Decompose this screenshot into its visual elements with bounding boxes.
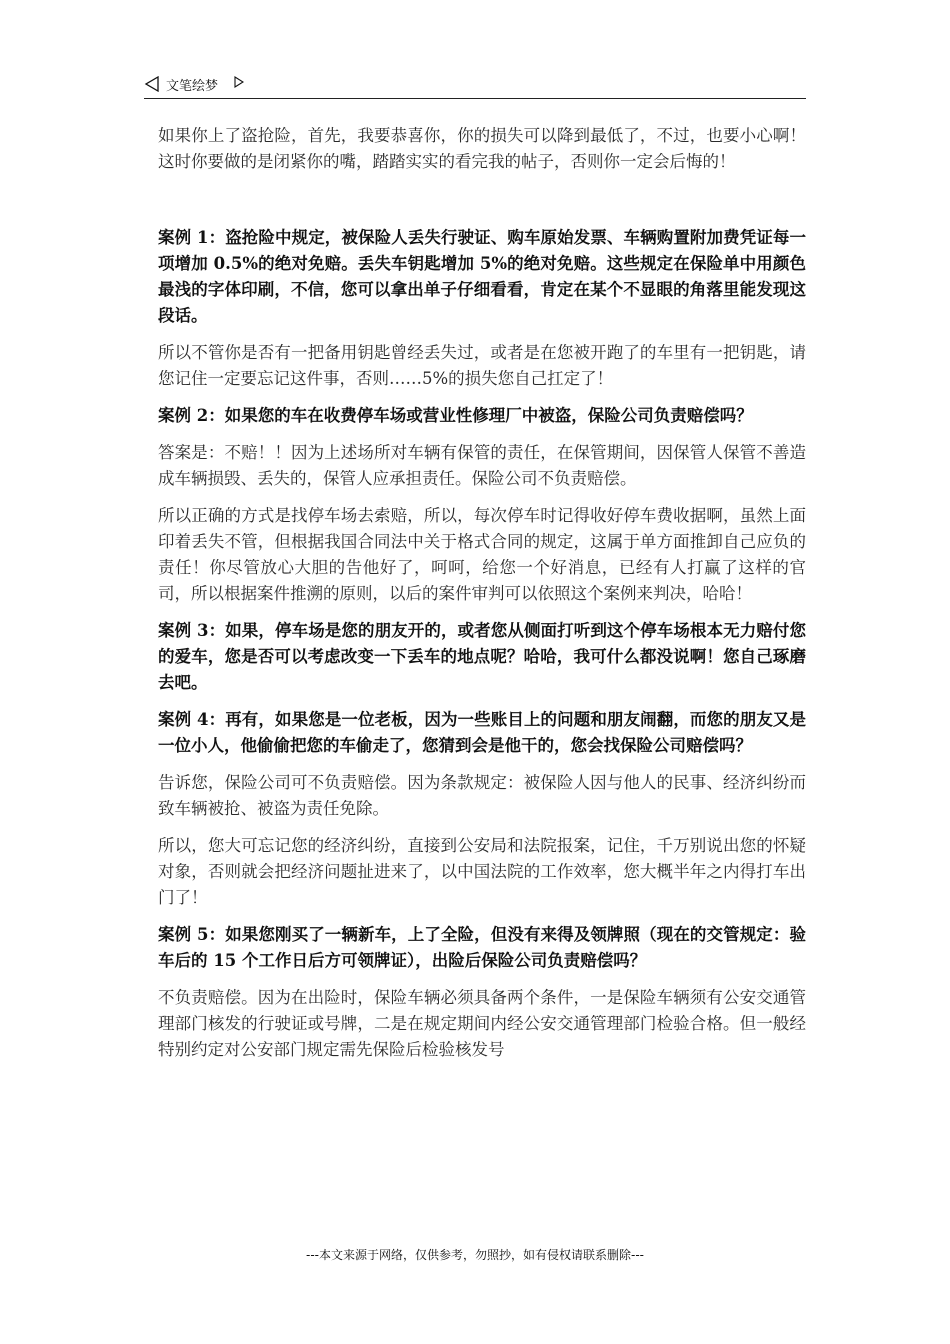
paragraph-case-4-answer: 告诉您，保险公司可不负责赔偿。因为条款规定：被保险人因与他人的民事、经济纠纷而致车辆被抢、被盗为责任免除。 [158, 773, 806, 818]
paragraph-gap [158, 186, 806, 225]
paragraph-case-4-advice: 所以，您大可忘记您的经济纠纷，直接到公安局和法院报案，记住，千万别说出您的怀疑对象，否则就会把经济问题扯进来了，以中国法院的工作效率，您大概半年之内得打车出门了！ [158, 836, 806, 907]
document-body [158, 123, 806, 1074]
paragraph-case-5-answer: 不负责赔偿。因为在出险时，保险车辆必须具备两个条件，一是保险车辆须有公安交通管理部门核发的行驶证或号牌，二是在规定期间内经公安交通管理部门检验合格。但一般经特别约定对公安部门规定需先保险后检验核发号 [158, 988, 806, 1059]
page-header [144, 72, 806, 99]
triangle-left-icon [144, 76, 160, 92]
paragraph-intro: 如果你上了盗抢险，首先，我要恭喜你，你的损失可以降到最低了，不过，也要小心啊！这时你要做的是闭紧你的嘴，踏踏实实的看完我的帖子，否则你一定会后悔的！ [158, 126, 806, 171]
case-3-heading: 案例 3：如果，停车场是您的朋友开的，或者您从侧面打听到这个停车场根本无力赔付您的爱车，您是否可以考虑改变一下丢车的地点呢？哈哈，我可什么都没说啊！您自己琢磨去吧。 [158, 621, 806, 692]
case-5-heading: 案例 5：如果您刚买了一辆新车，上了全险，但没有来得及领牌照（现在的交管规定：验车后的 15 个工作日后方可领牌证），出险后保险公司负责赔偿吗？ [158, 925, 806, 970]
page-footer: ---本文来源于网络，仅供参考，勿照抄，如有侵权请联系删除--- [306, 1248, 644, 1262]
header-title: 文笔绘梦 [166, 79, 219, 94]
case-1-heading: 案例 1：盗抢险中规定，被保险人丢失行驶证、购车原始发票、车辆购置附加费凭证每一项增加 0.5%的绝对免赔。丢失车钥匙增加 5%的绝对免赔。这些规定在保险单中用颜色最浅的字体印刷，不信，您可以拿出单子仔细看看，肯定在某个不显眼的角落里能发现这段话。 [158, 228, 806, 325]
paragraph-case-2-advice: 所以正确的方式是找停车场去索赔，所以，每次停车时记得收好停车费收据啊，虽然上面印着丢失不管，但根据我国合同法中关于格式合同的规定，这属于单方面推卸自己应负的责任！你尽管放心大胆的告他好了，呵呵，给您一个好消息，已经有人打赢了这样的官司，所以根据案件推溯的原则，以后的案件审判可以依照这个案例来判决，哈哈！ [158, 506, 806, 603]
case-4-heading: 案例 4：再有，如果您是一位老板，因为一些账目上的问题和朋友闹翻，而您的朋友又是一位小人，他偷偷把您的车偷走了，您猜到会是他干的，您会找保险公司赔偿吗？ [158, 710, 806, 755]
triangle-right-icon [234, 76, 244, 88]
case-2-heading: 案例 2：如果您的车在收费停车场或营业性修理厂中被盗，保险公司负责赔偿吗？ [158, 406, 753, 425]
paragraph-case-2-answer: 答案是：不赔！！因为上述场所对车辆有保管的责任，在保管期间，因保管人保管不善造成车辆损毁、丢失的，保管人应承担责任。保险公司不负责赔偿。 [158, 443, 806, 488]
paragraph-case-1-note: 所以不管你是否有一把备用钥匙曾经丢失过，或者是在您被开跑了的车里有一把钥匙，请您记住一定要忘记这件事，否则……5%的损失您自己扛定了！ [158, 343, 806, 388]
